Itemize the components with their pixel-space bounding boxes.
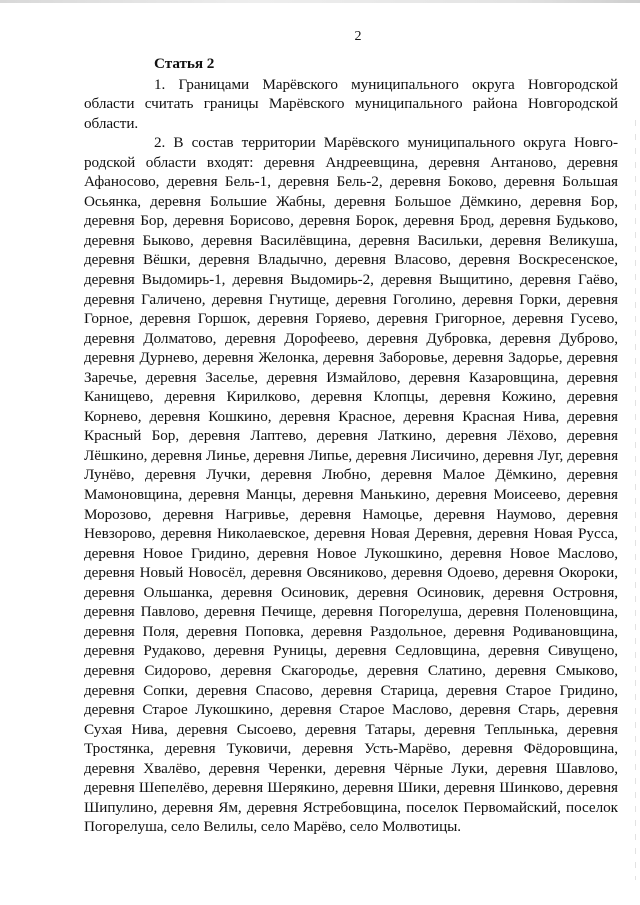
scan-top-edge: [0, 0, 640, 3]
paragraph-territory-list: 2. В состав территории Марёвского муниципального округа Новгородской области входят: деревня Андреевщина, деревня Антаново, деревня Афаносово, деревня Бель-1, деревня Бель-2, деревня Боково, деревня Большая Осьянка, деревня Большие Жабны, деревня Большое Дёмкино, деревня Бор, деревня Бор, деревня Борисово, деревня Борок, деревня Брод, деревня Будьково, деревня Быково, деревня Василёвщина, деревня Васильки, деревня Великуша, деревня Вёшки, деревня Владычно, деревня Власово, деревня Воскресенское, деревня Выдомирь-1, деревня Выдомирь-2, деревня Выщитино, деревня Гаёво, деревня Галичено, деревня Гнутище, деревня Гоголино, деревня Горки, деревня Горное, деревня Горшок, деревня Горяево, деревня Григорное, деревня Гусево, деревня Долматово, деревня Дорофеево, деревня Дубровка, деревня Дуброво, деревня Дурнево, деревня Желонка, деревня Заборовье, деревня Задорье, деревня Заречье, деревня Заселье, деревня Измайлово, деревня Казаровщина, деревня Канищево, деревня Кирилково, деревня Клопцы, деревня Кожино, деревня Корнево, деревня Кошкино, деревня Красное, деревня Красная Нива, деревня Красный Бор, деревня Лаптево, деревня Латкино, деревня Лёхово, деревня Лёшкино, деревня Линье, деревня Липье, деревня Лисичино, деревня Луг, деревня Лунёво, деревня Лучки, деревня Любно, деревня Малое Дёмкино, деревня Мамоновщина, деревня Манцы, деревня Манькино, деревня Моисеево, деревня Морозово, деревня Нагривье, деревня Намоцье, деревня Наумово, деревня Невзорово, деревня Николаевское, деревня Новая Деревня, деревня Новая Русса, деревня Новое Гридино, деревня Новое Лукошкино, деревня Новое Маслово, деревня Новый Новосёл, деревня Овсяниково, деревня Одоево, деревня Окороки, деревня Ольшанка, деревня Осиновик, деревня Осиновик, деревня Островня, деревня Павлово, деревня Печище, деревня Погорелуша, деревня Поленовщина, деревня Поля, деревня Поповка, деревня Раздольное, деревня Родивановщина, деревня Рудаково, деревня Руницы, деревня Седловщина, деревня Сивущено, деревня Сидорово, деревня Скагородье, деревня Слатино, деревня Смыково, деревня Сопки, деревня Спасово, деревня Старица, деревня Старое Гридино, деревня Старое Лукошкино, деревня Старое Маслово, деревня Старь, деревня Сухая Нива, деревня Сысоево, деревня Татары, деревня Теплынька, деревня Тростянка, деревня Туковичи, деревня Усть-Марёво, деревня Фёдоровщина, деревня Хвалёво, деревня Черенки, деревня Чёрные Луки, деревня Шавлово, деревня Шепелёво, деревня Шерякино, деревня Шики, деревня Шинково, деревня Шипулино, деревня Ям, деревня Ястребовщина, поселок Первомайский, поселок Погорелуша, село Велилы, село Марёво, село Молвотицы.: [84, 134, 618, 836]
scan-right-edge: [635, 120, 636, 880]
paragraph-boundaries: 1. Границами Марёвского муниципального округа Новгородской области считать границы Марёвского муниципального района Новгородской области.: [84, 75, 618, 132]
article-title: Статья 2: [154, 55, 215, 72]
page-number: 2: [354, 29, 362, 44]
document-body: [84, 54, 618, 837]
